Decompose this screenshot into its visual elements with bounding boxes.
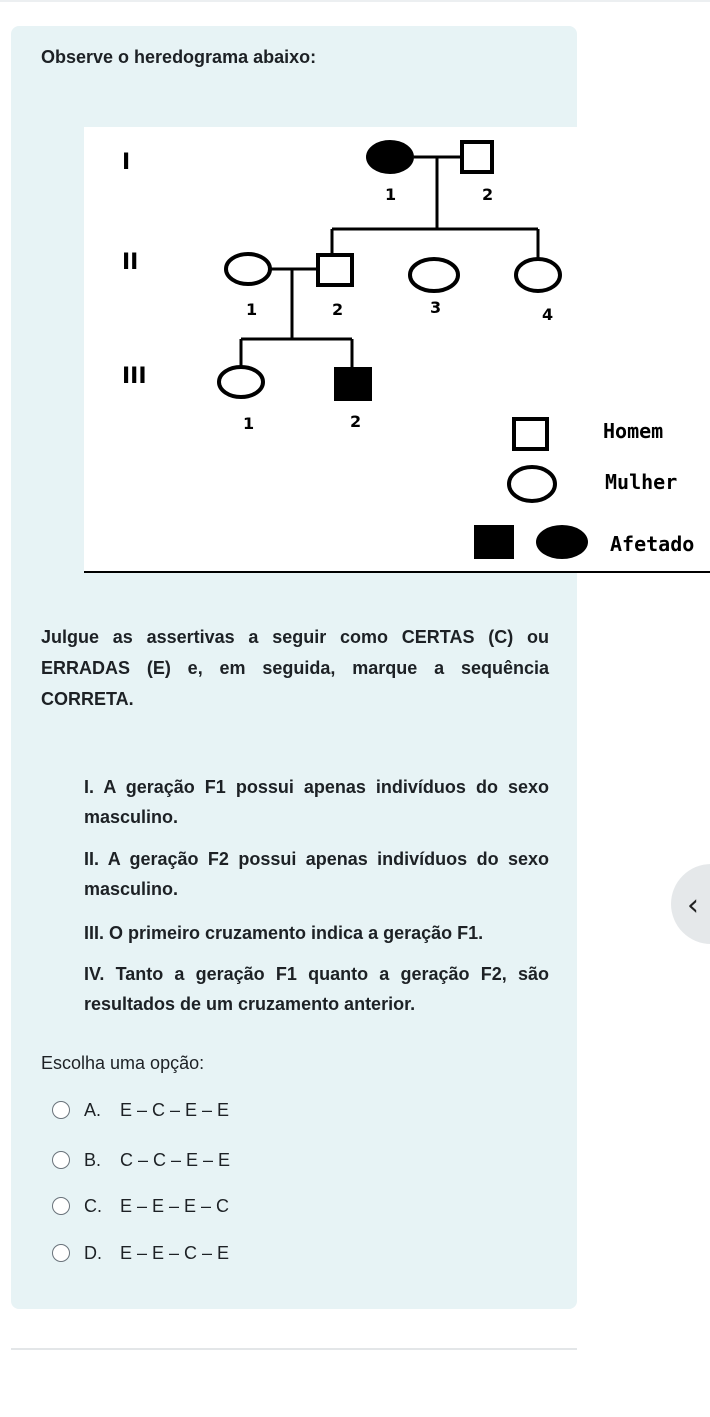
gen3-affected-male-2 bbox=[334, 367, 372, 401]
gen3-number-2: 2 bbox=[350, 412, 362, 431]
answer-option-d[interactable] bbox=[52, 1241, 229, 1265]
answer-option-b[interactable] bbox=[52, 1148, 230, 1172]
gen1-number-2: 2 bbox=[482, 185, 494, 204]
legend-female-symbol bbox=[509, 467, 555, 501]
gen2-female-1 bbox=[226, 254, 270, 284]
generation-label-3: III bbox=[122, 364, 147, 389]
generation-label-2: II bbox=[122, 250, 139, 275]
gen2-number-2: 2 bbox=[332, 300, 344, 319]
gen2-female-3 bbox=[410, 259, 458, 291]
generation-label-1: I bbox=[122, 150, 131, 175]
previous-question-button[interactable] bbox=[671, 864, 710, 944]
option-letter: B. bbox=[84, 1149, 102, 1170]
gen1-affected-female bbox=[366, 140, 414, 174]
gen2-number-1: 1 bbox=[246, 300, 258, 319]
bottom-divider bbox=[11, 1348, 577, 1350]
gen2-male-2 bbox=[318, 255, 352, 285]
gen3-female-1 bbox=[219, 367, 263, 397]
radio-button[interactable] bbox=[52, 1244, 70, 1262]
option-letter: A. bbox=[84, 1099, 102, 1120]
option-letter: D. bbox=[84, 1242, 102, 1263]
assertion-3: III. O primeiro cruzamento indica a geração F1. bbox=[84, 923, 484, 943]
legend-affected-female-symbol bbox=[536, 525, 588, 559]
legend-affected-label: Afetado bbox=[610, 532, 695, 556]
option-text: E – E – C – E bbox=[120, 1242, 230, 1263]
question-statement: Julgue as assertivas a seguir como CERTAS (C) ou ERRADAS (E) e, em seguida, marque a sequência CORRETA. bbox=[41, 627, 549, 709]
legend-female-label: Mulher bbox=[605, 470, 678, 494]
radio-button[interactable] bbox=[52, 1151, 70, 1169]
legend-male-label: Homem bbox=[603, 419, 664, 443]
chevron-left-icon: ‹ bbox=[687, 888, 699, 923]
pedigree-figure bbox=[84, 127, 710, 573]
gen2-number-4: 4 bbox=[542, 305, 554, 324]
gen2-number-3: 3 bbox=[430, 298, 442, 317]
pedigree-chart bbox=[84, 127, 710, 573]
option-text: C – C – E – E bbox=[120, 1149, 231, 1170]
assertion-1: I. A geração F1 possui apenas indivíduos do sexo masculino. bbox=[84, 777, 549, 827]
assertion-4: IV. Tanto a geração F1 quanto a geração F2, são resultados de um cruzamento anterior. bbox=[84, 964, 549, 1014]
option-letter: C. bbox=[84, 1195, 102, 1216]
question-intro: Observe o heredograma abaixo: bbox=[41, 47, 317, 67]
legend-male-symbol bbox=[514, 419, 547, 449]
gen3-number-1: 1 bbox=[243, 414, 255, 433]
assertion-2: II. A geração F2 possui apenas indivíduos do sexo masculino. bbox=[84, 849, 549, 899]
top-divider bbox=[0, 0, 710, 2]
gen1-male bbox=[462, 142, 492, 172]
option-text: E – C – E – E bbox=[120, 1099, 230, 1120]
answer-option-a[interactable] bbox=[52, 1098, 229, 1122]
choose-option-label: Escolha uma opção: bbox=[41, 1053, 205, 1073]
gen1-number-1: 1 bbox=[385, 185, 397, 204]
radio-button[interactable] bbox=[52, 1101, 70, 1119]
legend-affected-male-symbol bbox=[474, 525, 514, 559]
option-text: E – E – E – C bbox=[120, 1195, 230, 1216]
gen2-female-4 bbox=[516, 259, 560, 291]
answer-option-c[interactable] bbox=[52, 1194, 229, 1218]
radio-button[interactable] bbox=[52, 1197, 70, 1215]
